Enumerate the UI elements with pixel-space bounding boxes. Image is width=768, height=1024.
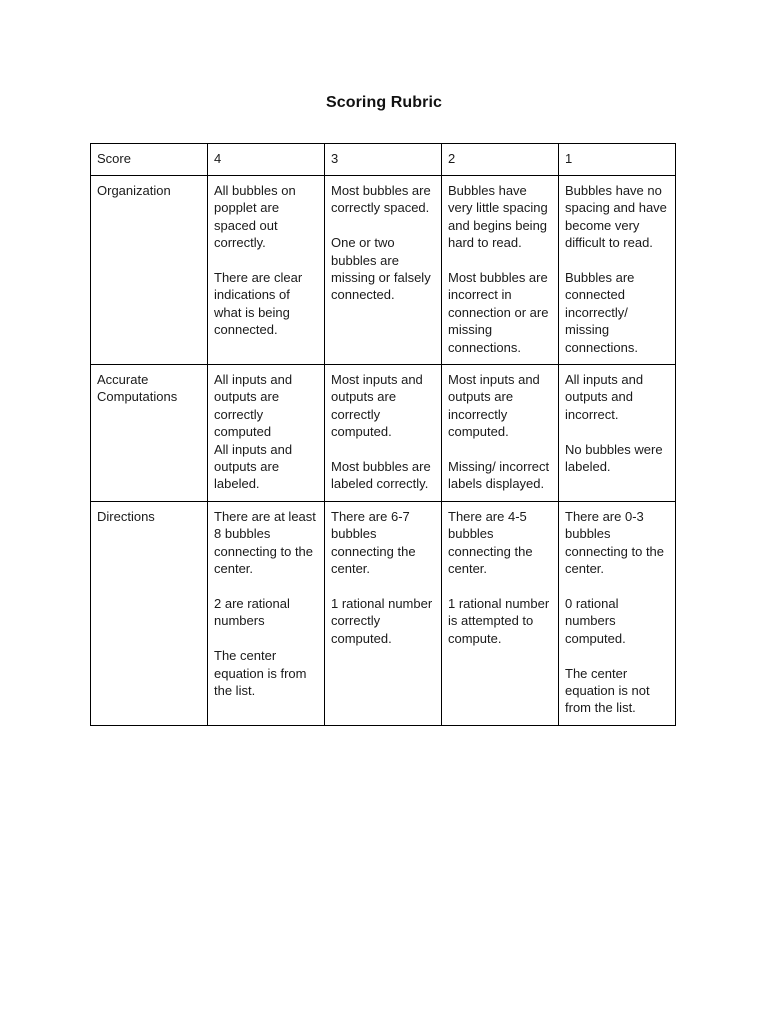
- rubric-cell: [325, 501, 442, 725]
- cell-paragraph: 2 are rational numbers: [214, 595, 290, 629]
- cell-paragraph: Bubbles have very little spacing and begins being hard to read.: [448, 183, 548, 251]
- header-cell-4: 4: [208, 144, 325, 176]
- rubric-cell: [442, 176, 559, 365]
- cell-paragraph: Most bubbles are incorrect in connection or are missing connections.: [448, 270, 549, 355]
- cell-paragraph: No bubbles were labeled.: [565, 441, 663, 475]
- criterion-cell: Directions: [91, 501, 208, 725]
- cell-paragraph: There are 0-3 bubbles connecting to the center.: [565, 508, 665, 577]
- cell-paragraph: 0 rational numbers computed.: [565, 595, 626, 646]
- criterion-cell: Accurate Computations: [91, 365, 208, 502]
- cell-paragraph: There are 6-7 bubbles connecting the center.: [331, 508, 416, 577]
- rubric-cell: [208, 176, 325, 365]
- cell-paragraph: There are at least 8 bubbles connecting to the center.: [214, 508, 316, 577]
- cell-paragraph: Bubbles are connected incorrectly/ missing connections.: [565, 270, 638, 355]
- cell-paragraph: There are clear indications of what is being connected.: [214, 270, 303, 338]
- cell-paragraph: There are 4-5 bubbles connecting the center.: [448, 508, 533, 577]
- cell-paragraph: Most bubbles are labeled correctly.: [331, 459, 431, 492]
- rubric-cell: [208, 501, 325, 725]
- cell-paragraph: Most inputs and outputs are incorrectly computed.: [448, 372, 540, 440]
- cell-paragraph: 1 rational number correctly computed.: [331, 595, 433, 646]
- table-row-directions: [91, 501, 676, 725]
- rubric-cell: [325, 176, 442, 365]
- cell-paragraph: All inputs and outputs are correctly computed All inputs and outputs are labeled.: [214, 372, 293, 492]
- table-row-accurate-computations: [91, 365, 676, 502]
- table-row-organization: [91, 176, 676, 365]
- page-title: Scoring Rubric: [325, 94, 443, 111]
- cell-paragraph: The center equation is from the list.: [214, 648, 307, 698]
- rubric-cell: [442, 501, 559, 725]
- rubric-cell: [442, 365, 559, 502]
- header-cell-score: Score: [91, 144, 208, 176]
- rubric-cell: [559, 176, 676, 365]
- header-cell-3: 3: [325, 144, 442, 176]
- rubric-cell: [325, 365, 442, 502]
- cell-paragraph: Bubbles have no spacing and have become very difficult to read.: [565, 183, 667, 251]
- cell-paragraph: Most bubbles are correctly spaced.: [331, 183, 431, 216]
- cell-paragraph: 1 rational number is attempted to compute.: [448, 595, 550, 646]
- scoring-rubric-table: [90, 143, 676, 726]
- cell-paragraph: Missing/ incorrect labels displayed.: [448, 459, 550, 492]
- rubric-cell: [559, 501, 676, 725]
- rubric-cell: [208, 365, 325, 502]
- header-cell-2: 2: [442, 144, 559, 176]
- cell-paragraph: All inputs and outputs and incorrect.: [565, 372, 644, 422]
- rubric-cell: [559, 365, 676, 502]
- cell-paragraph: All bubbles on popplet are spaced out correctly.: [214, 183, 296, 251]
- criterion-cell: Organization: [91, 176, 208, 365]
- cell-paragraph: Most inputs and outputs are correctly computed.: [331, 372, 423, 440]
- header-row: [91, 144, 676, 176]
- cell-paragraph: One or two bubbles are missing or falsely connected.: [331, 235, 431, 303]
- header-cell-1: 1: [559, 144, 676, 176]
- cell-paragraph: The center equation is not from the list.: [565, 665, 650, 716]
